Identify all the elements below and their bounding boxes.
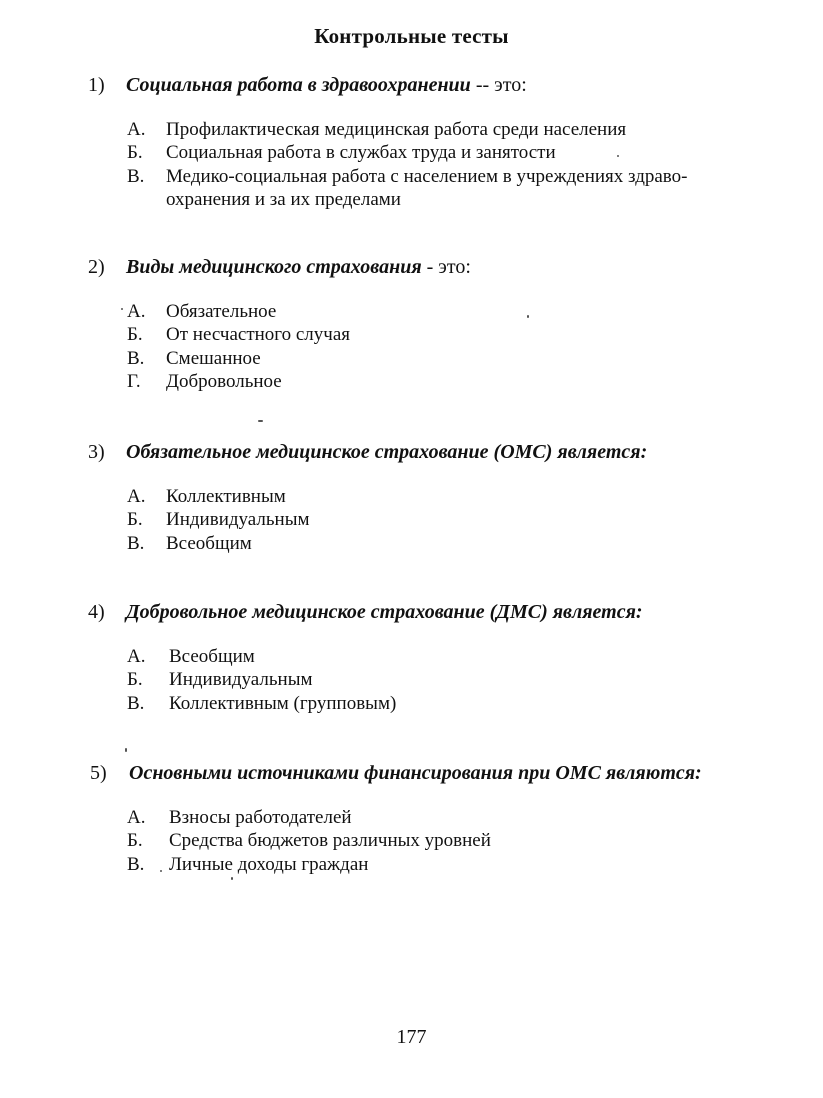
option-text: Всеобщим (169, 646, 255, 667)
answer-options (0, 300, 823, 393)
question-number: 2) (88, 256, 105, 278)
option-letter: Б. (127, 830, 143, 852)
answer-option-v (0, 165, 823, 212)
answer-option-v (0, 853, 823, 876)
answer-option-b (0, 829, 823, 852)
option-letter: Б. (127, 669, 143, 691)
option-letter: В. (127, 853, 145, 875)
option-text: Индивидуальным (166, 509, 310, 531)
option-letter: А. (127, 486, 146, 507)
question-suffix: - это: (421, 256, 471, 278)
answer-options (0, 806, 823, 876)
question-number: 5) (90, 762, 107, 784)
page-title: Контрольные тесты (314, 24, 509, 48)
scan-speck (527, 315, 529, 318)
option-letter: В. (127, 532, 145, 554)
option-letter: В. (127, 692, 145, 714)
question-header (0, 762, 823, 790)
question-number: 1) (88, 74, 105, 96)
question-number: 3) (88, 441, 105, 463)
page-number: 177 (396, 1026, 427, 1048)
option-text: Смешанное (166, 347, 261, 369)
option-text: Индивидуальным (169, 669, 313, 691)
option-text: Социальная работа в службах труда и занятости (166, 142, 556, 164)
scan-speck (125, 748, 127, 752)
question-header (0, 441, 823, 469)
option-letter: Б. (127, 142, 143, 164)
question-suffix: -- это: (470, 74, 527, 96)
question-term: Обязательное медицинское страхование (ОМС) является: (126, 441, 648, 463)
question-text (129, 762, 702, 785)
answer-option-b (0, 668, 823, 691)
answer-option-b (0, 323, 823, 346)
option-text: Коллективным (групповым) (169, 692, 397, 714)
option-letter: А. (127, 119, 146, 140)
answer-options (0, 485, 823, 555)
answer-option-v (0, 692, 823, 715)
question-term: Социальная работа в здравоохранении (126, 74, 471, 96)
answer-option-a (0, 806, 823, 829)
question-header (0, 601, 823, 629)
scan-speck (121, 308, 123, 310)
option-text: От несчастного случая (166, 324, 351, 346)
option-letter: Б. (127, 324, 143, 346)
scan-speck (258, 420, 263, 422)
question-term: Основными источниками финансирования при ОМС являются: (129, 762, 702, 784)
scan-speck (617, 155, 619, 157)
answer-option-v (0, 347, 823, 370)
option-letter: А. (127, 646, 146, 667)
question-number: 4) (88, 601, 105, 623)
question-header (0, 74, 823, 102)
question-term: Виды медицинского страхования (126, 256, 422, 278)
option-text: Личные доходы граждан (169, 853, 369, 875)
answer-option-a (0, 485, 823, 508)
answer-option-a (0, 118, 823, 141)
option-text: Взносы работодателей (169, 807, 352, 828)
option-text: Профилактическая медицинская работа среди населения (166, 119, 627, 140)
answer-options (0, 118, 823, 211)
option-letter: В. (127, 165, 145, 187)
question-text (126, 256, 471, 279)
question-text (126, 601, 643, 624)
option-letter: А. (127, 807, 146, 828)
question-term: Добровольное медицинское страхование (ДМС) является: (126, 601, 643, 623)
option-letter: Г. (127, 370, 141, 392)
answer-option-v (0, 532, 823, 555)
option-letter: В. (127, 347, 145, 369)
scan-speck (231, 877, 233, 880)
option-text: Обязательное (166, 301, 277, 322)
option-text: Всеобщим (166, 532, 252, 554)
scan-speck (160, 870, 162, 872)
option-text: Коллективным (166, 486, 286, 507)
option-text: Медико-социальная работа с населением в учреждениях здраво-охранения и за их пределами (166, 165, 688, 210)
question-text (126, 441, 647, 464)
option-text: Средства бюджетов различных уровней (169, 830, 491, 852)
option-text: Добровольное (166, 370, 282, 392)
answer-option-b (0, 141, 823, 164)
option-letter: Б. (127, 509, 143, 531)
option-letter: А. (127, 301, 146, 322)
question-header (0, 256, 823, 284)
answer-options (0, 645, 823, 715)
answer-option-a (0, 300, 823, 323)
answer-option-a (0, 645, 823, 668)
answer-option-g (0, 370, 823, 393)
question-text (126, 74, 527, 97)
answer-option-b (0, 508, 823, 531)
